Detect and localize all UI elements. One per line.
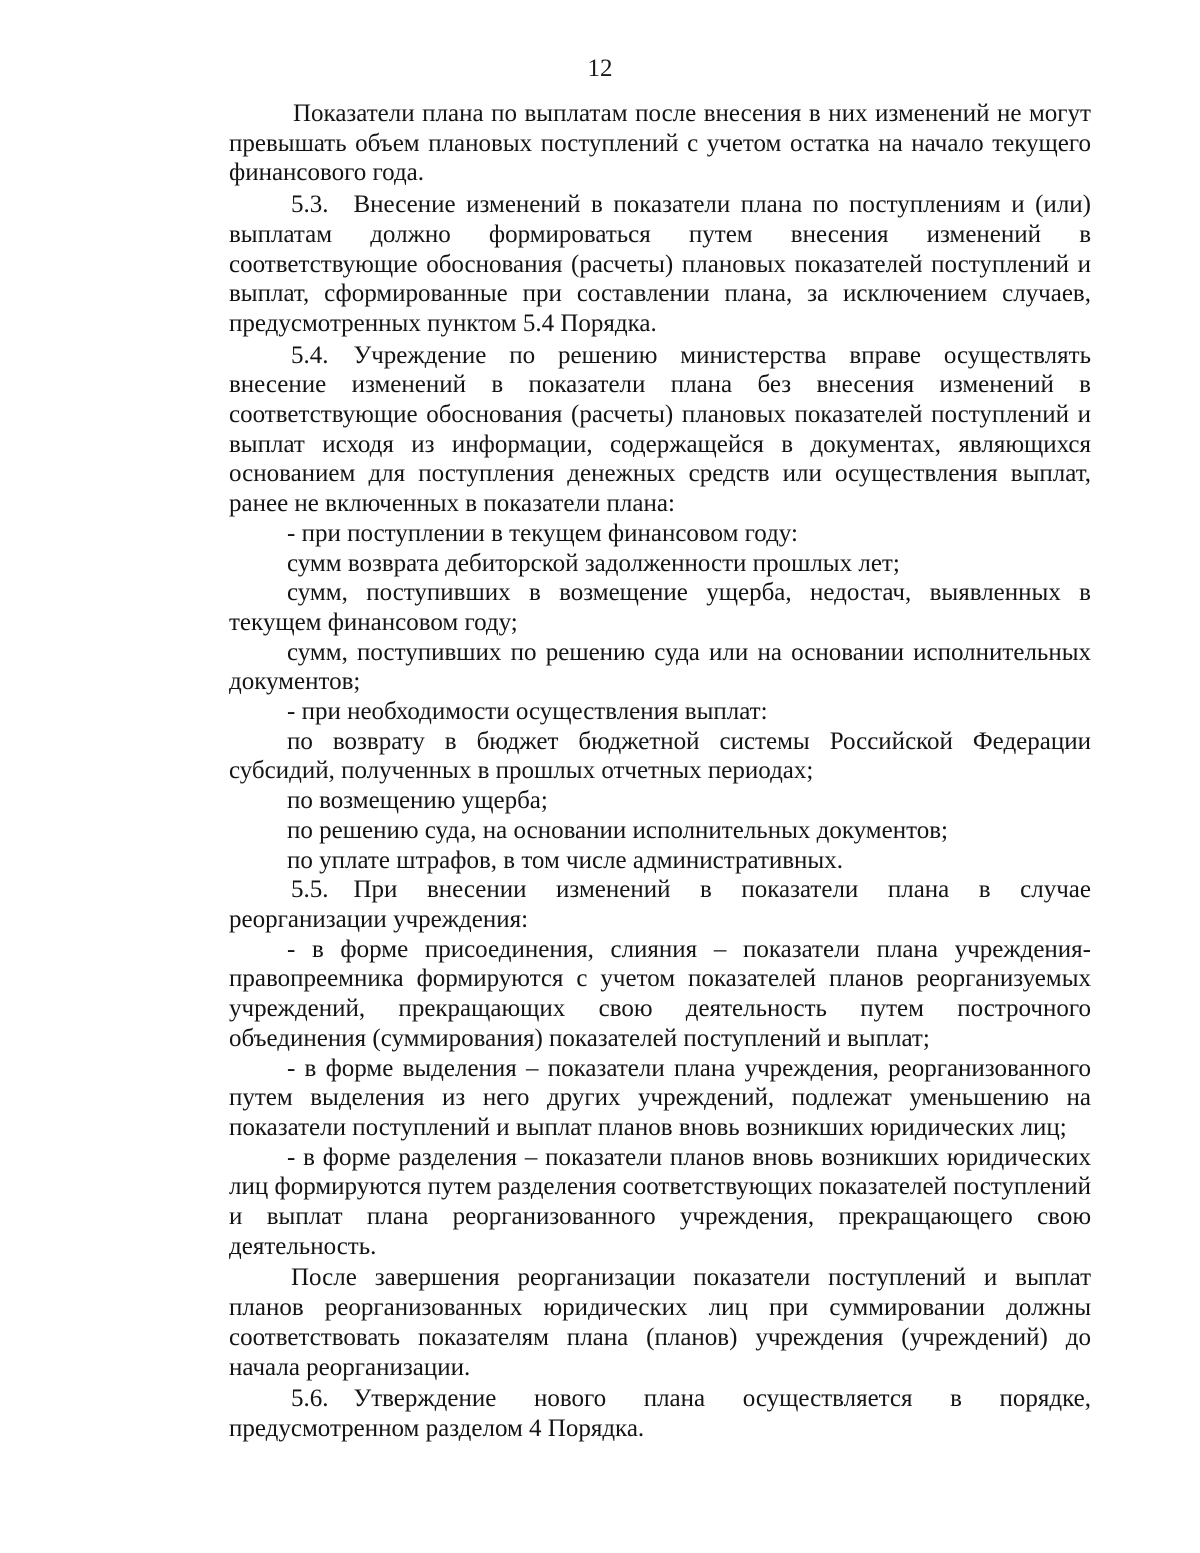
list-item: по возврату в бюджет бюджетной системы Российской Федерации субсидий, полученных в прошлых отчетных периодах;	[229, 727, 1091, 785]
list-item-receipts-heading: - при поступлении в текущем финансовом году:	[287, 519, 798, 547]
list-item: сумм, поступивших по решению суда или на основании исполнительных документов;	[229, 638, 1091, 696]
list-item: сумм, поступивших в возмещение ущерба, недостач, выявленных в текущем финансовом году;	[229, 579, 1091, 636]
list-item: по возмещению ущерба;	[287, 787, 548, 815]
list-item-payments-heading: - при необходимости осуществления выплат:	[287, 698, 768, 726]
page-number: 12	[587, 55, 613, 82]
paragraph-5-4: 5.4. Учреждение по решению министерства вправе осуществлять внесение изменений в показатели плана без внесения изменений в соответствующие обоснования (расчеты) плановых показателей поступлений и выплат исходя из информации, содержащейся в документах, являющихся основанием для поступления денежных средств или осуществления выплат, ранее не включенных в показатели плана:	[229, 341, 1091, 518]
list-item: сумм возврата дебиторской задолженности прошлых лет;	[287, 549, 900, 577]
paragraph-5-6: 5.6. Утверждение нового плана осуществляется в порядке, предусмотренном разделом 4 Порядка.	[229, 1385, 1091, 1442]
paragraph-plan-limit: Показатели плана по выплатам после внесения в них изменений не могут превышать объем плановых поступлений с учетом остатка на начало текущего финансового года.	[229, 100, 1091, 187]
paragraph-after-reorganization: После завершения реорганизации показатели поступлений и выплат планов реорганизованных юридических лиц при суммировании должны соответствовать показателям плана (планов) учреждения (учреждений) до начала реорганизации.	[229, 1264, 1091, 1381]
document-body	[229, 99, 1091, 1444]
paragraph-5-5: 5.5. При внесении изменений в показатели плана в случае реорганизации учреждения:	[229, 876, 1091, 933]
list-item: по решению суда, на основании исполнительных документов;	[287, 816, 948, 844]
list-item: по уплате штрафов, в том числе административных.	[287, 846, 843, 874]
paragraph-5-3: 5.3. Внесение изменений в показатели плана по поступлениям и (или) выплатам должно формироваться путем внесения изменений в соответствующие обоснования (расчеты) плановых показателей поступлений и выплат, сформированные при составлении плана, за исключением случаев, предусмотренных пунктом 5.4 Порядка.	[229, 191, 1091, 337]
list-item-merger: - в форме присоединения, слияния – показатели плана учреждения-правопреемника формируются с учетом показателей планов реорганизуемых учреждений, прекращающих свою деятельность путем построчного объединения (суммирования) показателей поступлений и выплат;	[229, 935, 1091, 1052]
list-item-spin-off: - в форме выделения – показатели плана учреждения, реорганизованного путем выделения из него других учреждений, подлежат уменьшению на показатели поступлений и выплат планов вновь возникших юридических лиц;	[229, 1054, 1091, 1141]
list-item-division: - в форме разделения – показатели планов вновь возникших юридических лиц формируются путем разделения соответствующих показателей поступлений и выплат плана реорганизованного учреждения, прекращающего свою деятельность.	[229, 1143, 1091, 1260]
